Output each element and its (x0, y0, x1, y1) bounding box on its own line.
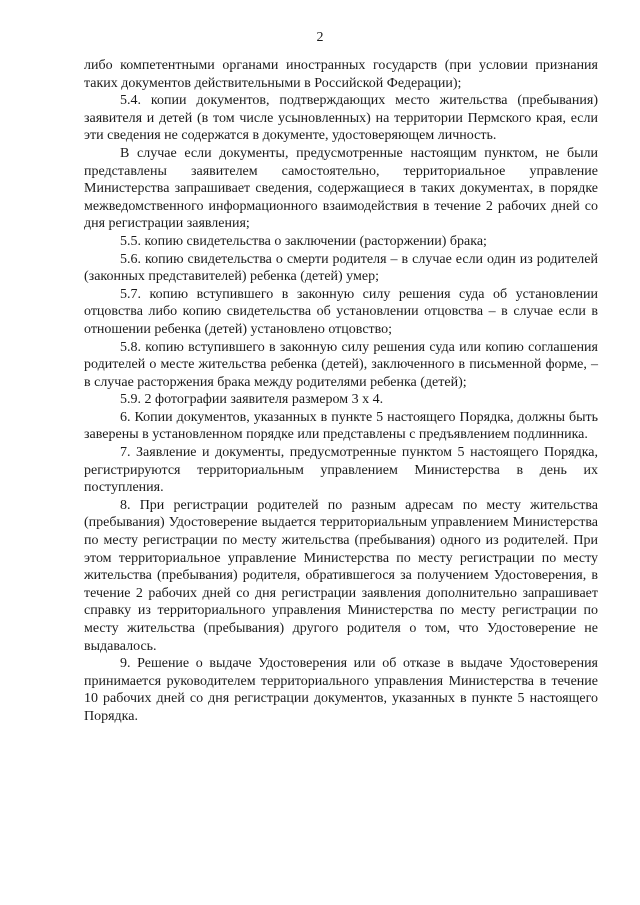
paragraph-5-7: 5.7. копию вступившего в законную силу решения суда об установлении отцовства либо копию свидетельства об установлении отцовства – в случае если в отношении ребенка (детей) установлено отцовство; (84, 286, 598, 337)
paragraph-5-6: 5.6. копию свидетельства о смерти родителя – в случае если один из родителей (законных представителей) ребенка (детей) умер; (84, 251, 598, 285)
paragraph-8: 8. При регистрации родителей по разным адресам по месту жительства (пребывания) Удостоверение выдается территориальным управлением Министерства по месту регистрации по месту жительства (пребывания) одного из родителей. При этом территориальное управление Министерства по месту регистрации по месту жительства (пребывания) родителя, обратившегося за получением Удостоверения, в течение 2 рабочих дней со дня регистрации заявления дополнительно запрашивает справку из территориального управления Министерства по месту регистрации по месту жительства (пребывания) другого родителя о том, что Удостоверение не выдавалось. (84, 497, 598, 654)
document-body (84, 57, 598, 726)
paragraph-5-4: 5.4. копии документов, подтверждающих место жительства (пребывания) заявителя и детей (в том числе усыновленных) на территории Пермского края, если эти сведения не содержатся в документе, удостоверяющем личность. (84, 93, 598, 144)
paragraph-5-5: 5.5. копию свидетельства о заключении (расторжении) брака; (120, 233, 487, 249)
paragraph-5-9: 5.9. 2 фотографии заявителя размером 3 х 4. (120, 392, 384, 408)
paragraph-interagency-request: В случае если документы, предусмотренные настоящим пунктом, не были представлены заявителем самостоятельно, территориальное управление Министерства запрашивает сведения, содержащиеся в таких документах, в порядке межведомственного информационного взаимодействия в течение 2 рабочих дней со дня регистрации заявления; (84, 145, 598, 232)
paragraph-9: 9. Решение о выдаче Удостоверения или об отказе в выдаче Удостоверения принимается руководителем территориального управления Министерства в течение 10 рабочих дней со дня регистрации документов, указанных в пункте 5 настоящего Порядка. (84, 656, 598, 724)
paragraph-continuation: либо компетентными органами иностранных государств (при условии признания таких документов действительными в Российской Федерации); (84, 58, 598, 91)
paragraph-6: 6. Копии документов, указанных в пункте 5 настоящего Порядка, должны быть заверены в установленном порядке или представлены с предъявлением подлинника. (84, 409, 598, 443)
page-number: 2 (316, 30, 324, 45)
paragraph-7: 7. Заявление и документы, предусмотренные пунктом 5 настоящего Порядка, регистрируются территориальным управлением Министерства в день их поступления. (84, 445, 598, 496)
paragraph-5-8: 5.8. копию вступившего в законную силу решения суда или копию соглашения родителей о месте жительства ребенка (детей), заключенного в письменной форме, – в случае расторжения брака между родителями ребенка (детей); (84, 339, 598, 390)
